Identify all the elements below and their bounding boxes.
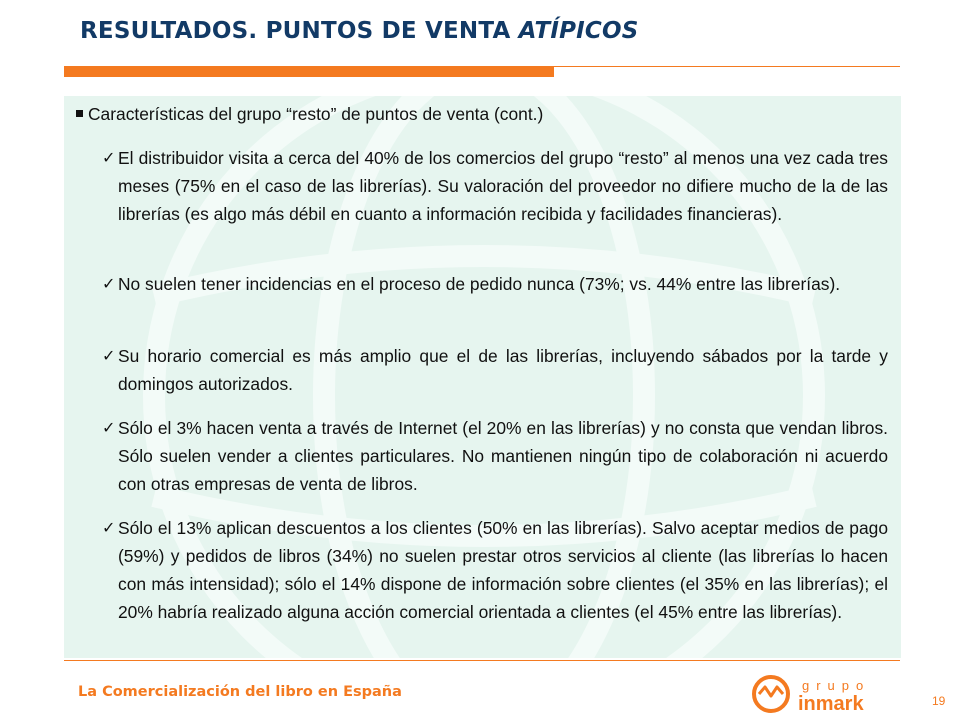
list-item-text: Sólo el 13% aplican descuentos a los clientes (50% en las librerías). Salvo aceptar medios de pago (59%) y pedidos de libros (34%) no suelen prestar otros servicios al cliente (las librerías lo hacen con más intensidad); sólo el 14% dispone de información sobre clientes (el 35% en las librerías); el 20% habría realizado alguna acción comercial orientada a clientes (el 45% entre las librerías). [118,518,888,622]
footer-title: La Comercialización del libro en España [78,684,402,700]
page-title [80,18,639,44]
logo-word-top: grupo [802,678,871,693]
section-heading-text: Características del grupo “resto” de puntos de venta (cont.) [88,104,544,124]
checkmark-icon: ✓ [102,518,116,537]
page-title-emphasis: ATÍPICOS [518,18,639,44]
list-item [102,342,888,398]
list-item-text: El distribuidor visita a cerca del 40% de los comercios del grupo “resto” al menos una vez cada tres meses (75% en el caso de las librerías). Su valoración del proveedor no difiere mucho de la de las librerías (es algo más débil en cuanto a información recibida y facilidades financieras). [118,148,888,224]
page-number: 19 [932,694,946,708]
list-item [102,270,888,298]
checkmark-icon: ✓ [102,346,116,365]
checkmark-icon: ✓ [102,418,116,437]
list-item [102,144,888,228]
checkmark-icon: ✓ [102,274,116,293]
list-item-text: Sólo el 3% hacen venta a través de Internet (el 20% en las librerías) y no consta que vendan libros. Sólo suelen vender a clientes particulares. No mantienen ningún tipo de colaboración ni acuerdo con otras empresas de venta de libros. [118,418,888,494]
list-item-text: Su horario comercial es más amplio que el de las librerías, incluyendo sábados por la tarde y domingos autorizados. [118,346,888,394]
page-title-main: RESULTADOS. PUNTOS DE VENTA [80,18,519,44]
list-item-text: No suelen tener incidencias en el proceso de pedido nunca (73%; vs. 44% entre las librerías). [118,274,841,294]
logo-word-bottom: inmark [798,693,864,715]
inmark-logo [750,670,900,718]
content-panel [64,96,901,658]
list-item [102,414,888,498]
checkmark-icon: ✓ [102,148,116,167]
square-bullet-icon [76,110,83,117]
list-item [102,514,888,626]
title-accent-bar [64,66,554,77]
footer-rule [64,660,900,661]
section-heading [76,100,543,128]
title-rule [554,66,900,67]
content-text [64,96,901,658]
